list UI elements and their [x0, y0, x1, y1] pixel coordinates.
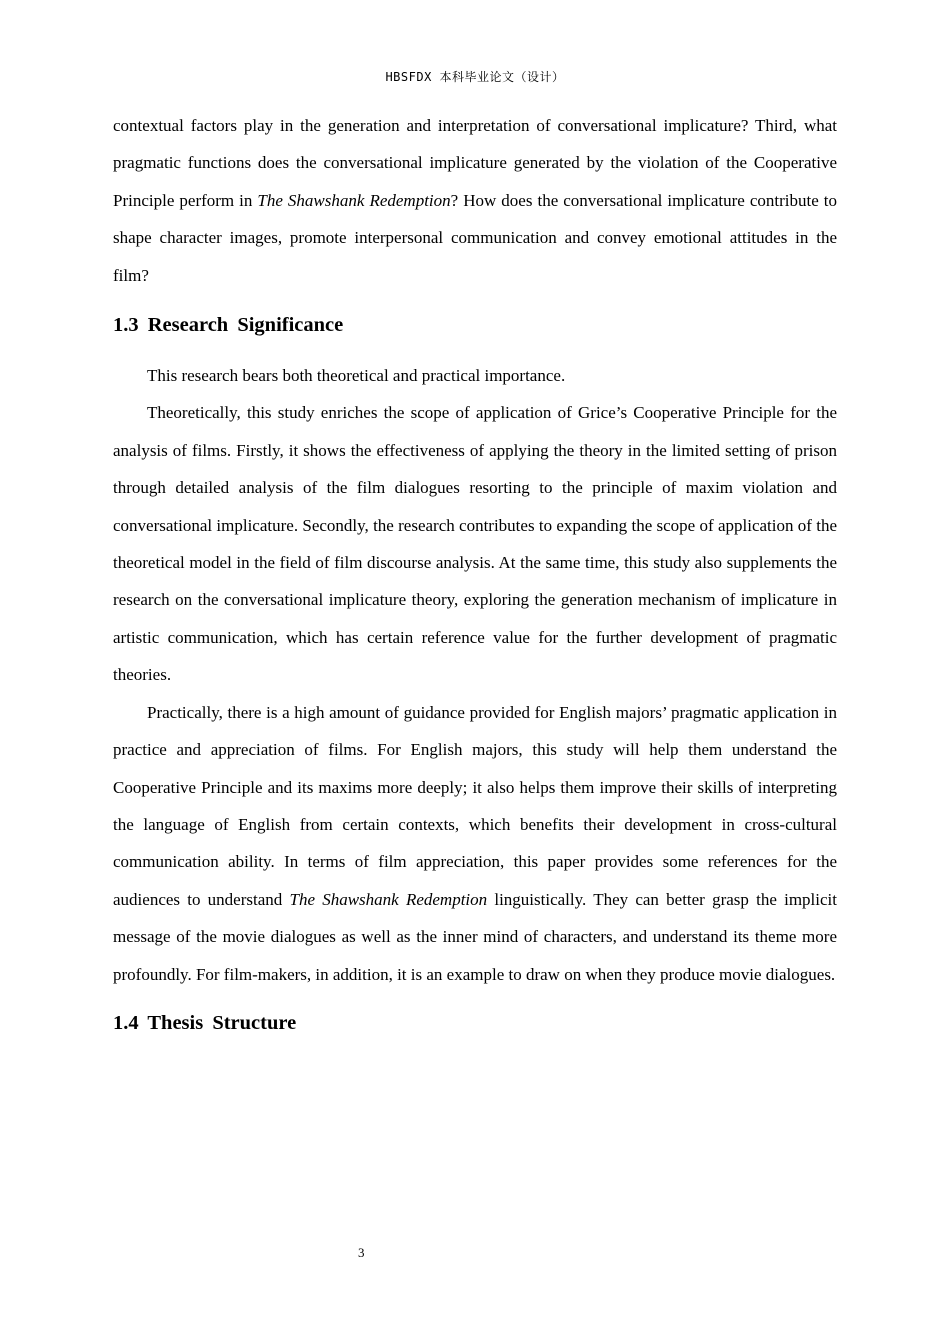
film-title-italic: The Shawshank Redemption — [289, 889, 488, 909]
practical-paragraph-text-1: Practically, there is a high amount of guidance provided for English majors’ pragmatic application in practice and appreciation of films. For English majors, this study will help them understand the Cooperative Principle and its maxims more deeply; it also helps them improve their skills of interpreting the language of English from certain contexts, which benefits their development in cross-cultural communication ability. In terms of film appreciation, this paper provides some references for the audiences to understand — [113, 702, 837, 909]
practical-paragraph-text-2: linguistically. They can better grasp the implicit message of the movie dialogues as well as the inner mind of characters, and understand its theme more profoundly. For film-makers, in addition, it is an example to draw on when they produce movie dialogues. — [113, 889, 837, 984]
continued-paragraph — [113, 107, 837, 294]
continued-paragraph-text-2: ? How does the conversational implicature contribute to shape character images, promote interpersonal communication and convey emotional attitudes in the film? — [113, 190, 837, 285]
continued-paragraph-text-1: contextual factors play in the generation and interpretation of conversational implicature? Third, what pragmatic functions does the conversational implicature generated by the violation of the Cooperative Principle perform in — [113, 116, 837, 210]
page-number: 3 — [358, 1245, 365, 1260]
film-title-italic: The Shawshank Redemption — [257, 190, 451, 210]
section-heading-1-3: 1.3 Research Significance — [113, 314, 344, 337]
page-body — [113, 107, 837, 1055]
running-header: HBSFDX 本科毕业论文（设计） — [385, 70, 565, 84]
section-heading-1-4: 1.4 Thesis Structure — [113, 1011, 297, 1034]
practical-significance-paragraph — [113, 694, 837, 993]
significance-intro-paragraph: This research bears both theoretical and practical importance. — [147, 366, 566, 386]
theoretical-significance-paragraph: Theoretically, this study enriches the scope of application of Grice’s Cooperative Principle for the analysis of films. Firstly, it shows the effectiveness of applying the theory in the limited setting of prison through detailed analysis of the film dialogues resorting to the principle of maxim violation and conversational implicature. Secondly, the research contributes to expanding the scope of application of the theoretical model in the field of film discourse analysis. At the same time, this study also supplements the research on the conversational implicature theory, exploring the generation mechanism of implicature in artistic communication, which has certain reference value for the further development of pragmatic theories. — [113, 403, 837, 685]
